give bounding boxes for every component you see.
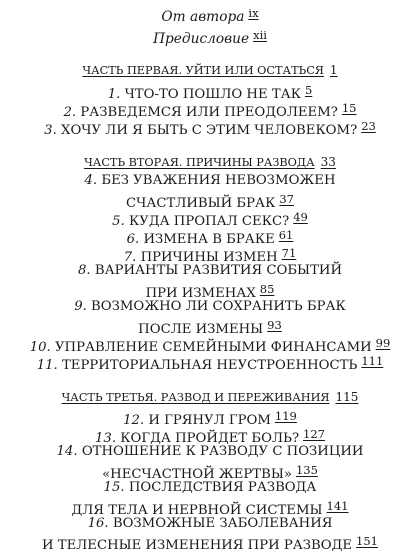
part-heading-1[interactable] (0, 61, 420, 80)
chapter-title: «НЕСЧАСТНОЙ ЖЕРТВЫ» (102, 467, 292, 482)
chapter-title: УПРАВЛЕНИЕ СЕМЕЙНЫМИ ФИНАНСАМИ (54, 340, 372, 355)
part-title: ЧАСТЬ ВТОРАЯ. ПРИЧИНЫ РАЗВОДА (84, 156, 315, 169)
chapter-title: СЧАСТЛИВЫЙ БРАК (126, 196, 276, 211)
chapter-title: ПОСЛЕ ИЗМЕНЫ (138, 322, 264, 337)
page-number: 111 (361, 354, 384, 368)
chapter-number: 14. (56, 444, 78, 459)
chapter-title: РАЗВЕДЕМСЯ ИЛИ ПРЕОДОЛЕЕМ? (80, 105, 338, 120)
chapter-number: 3. (44, 123, 57, 138)
chapter-title: ХОЧУ ЛИ Я БЫТЬ С ЭТИМ ЧЕЛОВЕКОМ? (61, 123, 358, 138)
page-number: xii (253, 28, 267, 42)
chapter-number: 6. (126, 232, 140, 247)
chapter-number: 7. (123, 250, 137, 265)
toc-entry-front-1[interactable] (0, 4, 420, 26)
chapter-title: КУДА ПРОПАЛ СЕКС? (129, 214, 290, 229)
page-number: 135 (295, 463, 318, 477)
toc-entry-chapter-9[interactable] (0, 298, 420, 316)
chapter-title: И ТЕЛЕСНЫЕ ИЗМЕНЕНИЯ ПРИ РАЗВОДЕ (42, 538, 353, 553)
part-title: ЧАСТЬ ПЕРВАЯ. УЙТИ ИЛИ ОСТАТЬСЯ (82, 64, 324, 77)
page-number: 115 (335, 390, 359, 404)
toc-entry-chapter-3[interactable] (0, 117, 420, 140)
chapter-title: ВОЗМОЖНО ЛИ СОХРАНИТЬ БРАК (91, 299, 346, 314)
page-number: 141 (326, 499, 349, 513)
page-number: 5 (304, 83, 313, 97)
entry-title: Предисловие (153, 31, 250, 47)
chapter-title: ВОЗМОЖНЫЕ ЗАБОЛЕВАНИЯ (112, 516, 333, 531)
chapter-number: 12. (123, 413, 145, 428)
chapter-number: 2. (63, 105, 77, 120)
toc-entry-chapter-14[interactable] (0, 443, 420, 461)
chapter-title: ОТНОШЕНИЕ К РАЗВОДУ С ПОЗИЦИИ (81, 444, 364, 459)
toc-entry-chapter-11[interactable] (0, 352, 420, 375)
page-number: 85 (259, 282, 275, 296)
chapter-title: ДЛЯ ТЕЛА И НЕРВНОЙ СИСТЕМЫ (71, 503, 323, 518)
chapter-title: И ГРЯНУЛ ГРОМ (148, 413, 271, 428)
chapter-number: 4. (84, 173, 98, 188)
chapter-number: 15. (103, 480, 125, 495)
page-number: 93 (267, 318, 282, 332)
chapter-title: ПРИЧИНЫ ИЗМЕН (140, 250, 278, 265)
chapter-title: БЕЗ УВАЖЕНИЯ НЕВОЗМОЖЕН (101, 173, 336, 188)
entry-title: От автора (161, 9, 245, 25)
page-number: 99 (375, 336, 391, 350)
chapter-number: 1. (107, 87, 121, 102)
part-heading-3[interactable] (0, 388, 420, 407)
page-number: 33 (320, 155, 336, 169)
chapter-number: 9. (74, 299, 87, 314)
page-number: 23 (361, 119, 376, 133)
toc-entry-chapter-15[interactable] (0, 479, 420, 497)
chapter-number: 11. (36, 358, 58, 373)
chapter-title: ИЗМЕНА В БРАКЕ (143, 232, 275, 247)
page-number: 119 (274, 409, 297, 423)
page-number: ix (248, 6, 259, 20)
toc-entry-front-2[interactable] (0, 26, 420, 48)
page-number: 1 (329, 63, 338, 77)
chapter-number: 8. (77, 263, 91, 278)
chapter-title: КОГДА ПРОЙДЕТ БОЛЬ? (120, 431, 300, 446)
page-number: 15 (341, 101, 357, 115)
page-number: 151 (356, 534, 378, 548)
part-heading-2[interactable] (0, 153, 420, 172)
toc-entry-chapter-8[interactable] (0, 262, 420, 280)
toc-entry-chapter-4[interactable] (0, 172, 420, 190)
page-number: 37 (279, 192, 294, 206)
chapter-number: 5. (112, 214, 125, 229)
page-number: 61 (278, 228, 294, 242)
chapter-title: ТЕРРИТОРИАЛЬНАЯ НЕУСТРОЕННОСТЬ (61, 358, 358, 373)
chapter-title: ВАРИАНТЫ РАЗВИТИЯ СОБЫТИЙ (94, 263, 342, 278)
page-number: 127 (303, 427, 325, 441)
page-number: 49 (293, 210, 308, 224)
page-number: 71 (281, 246, 297, 260)
chapter-title: ПРИ ИЗМЕНАХ (145, 286, 256, 301)
toc-entry-chapter-16-cont[interactable] (0, 532, 420, 555)
chapter-title: ЧТО-ТО ПОШЛО НЕ ТАК (124, 87, 301, 102)
part-title: ЧАСТЬ ТРЕТЬЯ. РАЗВОД И ПЕРЕЖИВАНИЯ (61, 391, 330, 404)
chapter-number: 10. (29, 340, 51, 355)
chapter-number: 16. (87, 516, 109, 531)
toc-entry-chapter-16[interactable] (0, 515, 420, 533)
chapter-number: 13. (94, 431, 117, 446)
chapter-title: ПОСЛЕДСТВИЯ РАЗВОДА (128, 480, 317, 495)
